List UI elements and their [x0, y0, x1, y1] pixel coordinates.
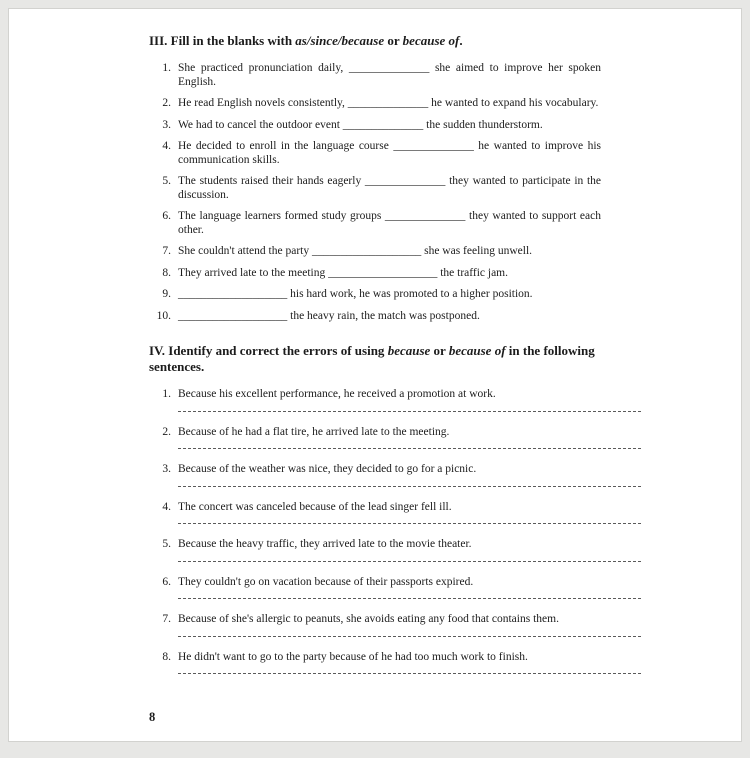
- section-3-title-text: III. Fill in the blanks with: [149, 33, 296, 48]
- item-number: 3.: [162, 463, 171, 475]
- item-text: The concert was canceled because of the lead singer fell ill.: [178, 500, 452, 513]
- section-4-title-italic-1: because: [387, 343, 431, 358]
- item-number: 4.: [162, 500, 171, 513]
- item-number: 6.: [162, 210, 171, 222]
- item-text: The students raised their hands eagerly ______________ they wanted to participate in the discussion.: [178, 175, 601, 201]
- item-number: 2.: [162, 425, 171, 438]
- exercise-item: [149, 651, 643, 675]
- answer-line: [178, 636, 641, 637]
- item-number: 8.: [162, 650, 171, 663]
- item-number: 4.: [162, 140, 171, 152]
- section-3-title-period: .: [459, 33, 463, 48]
- exercise-item: [149, 210, 601, 237]
- exercise-item: [149, 310, 601, 324]
- item-number: 8.: [162, 266, 171, 279]
- answer-line: [178, 486, 641, 487]
- section-3-title-or: or: [384, 33, 403, 48]
- exercise-item: [149, 175, 601, 202]
- exercise-item: [149, 613, 643, 637]
- exercise-item: [149, 463, 643, 487]
- item-number: 5.: [162, 175, 171, 187]
- answer-line: [178, 448, 641, 449]
- item-number: 6.: [162, 575, 171, 588]
- item-text: He didn't want to go to the party because of he had too much work to finish.: [178, 650, 528, 663]
- item-text: ___________________ his hard work, he was promoted to a higher position.: [178, 288, 533, 300]
- item-text: Because of he had a flat tire, he arrived late to the meeting.: [178, 425, 450, 438]
- item-number: 5.: [162, 538, 171, 550]
- section-4-title-or: or: [430, 343, 449, 358]
- section-3-title-italic-2: because of: [402, 33, 460, 48]
- item-text: The language learners formed study groups ______________ they wanted to support each other.: [178, 210, 601, 236]
- exercise-item: [149, 245, 601, 259]
- item-text: ___________________ the heavy rain, the match was postponed.: [178, 309, 480, 322]
- item-number: 1.: [162, 62, 171, 74]
- item-number: 7.: [162, 245, 171, 257]
- error-correction-list: [149, 388, 643, 674]
- item-number: 3.: [162, 118, 171, 131]
- item-text: We had to cancel the outdoor event ______________ the sudden thunderstorm.: [178, 118, 543, 131]
- item-text: She couldn't attend the party ___________________ she was feeling unwell.: [178, 245, 533, 257]
- exercise-item: [149, 97, 601, 111]
- exercise-item: [149, 576, 643, 600]
- section-4-title: [149, 343, 619, 375]
- answer-line: [178, 561, 641, 562]
- section-4-title-italic-2: because of: [448, 343, 506, 358]
- exercise-item: [149, 426, 643, 450]
- item-text: He decided to enroll in the language course ______________ he wanted to improve his communication skills.: [178, 140, 601, 166]
- section-3-title: [149, 33, 619, 49]
- item-number: 9.: [162, 288, 171, 300]
- answer-line: [178, 523, 641, 524]
- answer-line: [178, 598, 641, 599]
- item-text: Because of she's allergic to peanuts, she avoids eating any food that contains them.: [178, 613, 559, 625]
- document-page: [8, 8, 742, 742]
- exercise-item: [149, 267, 601, 281]
- exercise-item: [149, 140, 601, 167]
- item-text: Because the heavy traffic, they arrived late to the movie theater.: [178, 538, 472, 550]
- exercise-item: [149, 501, 643, 525]
- page-content: [9, 9, 741, 674]
- section-divider-space: [149, 331, 651, 343]
- answer-line: [178, 673, 641, 674]
- answer-line: [178, 411, 641, 412]
- section-4-title-tail: in the following sentences.: [149, 343, 595, 374]
- item-text: They arrived late to the meeting ___________________ the traffic jam.: [178, 266, 509, 279]
- exercise-item: [149, 119, 601, 133]
- exercise-item: [149, 288, 601, 302]
- exercise-item: [149, 538, 643, 562]
- item-number: 2.: [162, 97, 171, 109]
- item-text: She practiced pronunciation daily, ______________ she aimed to improve her spoken English.: [178, 62, 601, 88]
- item-number: 10.: [156, 309, 171, 322]
- exercise-item: [149, 62, 601, 89]
- item-number: 7.: [162, 613, 171, 625]
- item-text: Because his excellent performance, he received a promotion at work.: [178, 388, 496, 400]
- item-text: He read English novels consistently, ______________ he wanted to expand his vocabulary.: [178, 97, 599, 109]
- item-number: 1.: [162, 388, 171, 400]
- section-4-title-text: IV. Identify and correct the errors of using: [149, 343, 388, 358]
- item-text: They couldn't go on vacation because of their passports expired.: [178, 575, 474, 588]
- page-number: 8: [149, 710, 156, 724]
- item-text: Because of the weather was nice, they decided to go for a picnic.: [178, 463, 477, 475]
- fill-in-blanks-list: [149, 62, 601, 323]
- exercise-item: [149, 388, 643, 412]
- section-3-title-italic-1: as/since/because: [295, 33, 385, 48]
